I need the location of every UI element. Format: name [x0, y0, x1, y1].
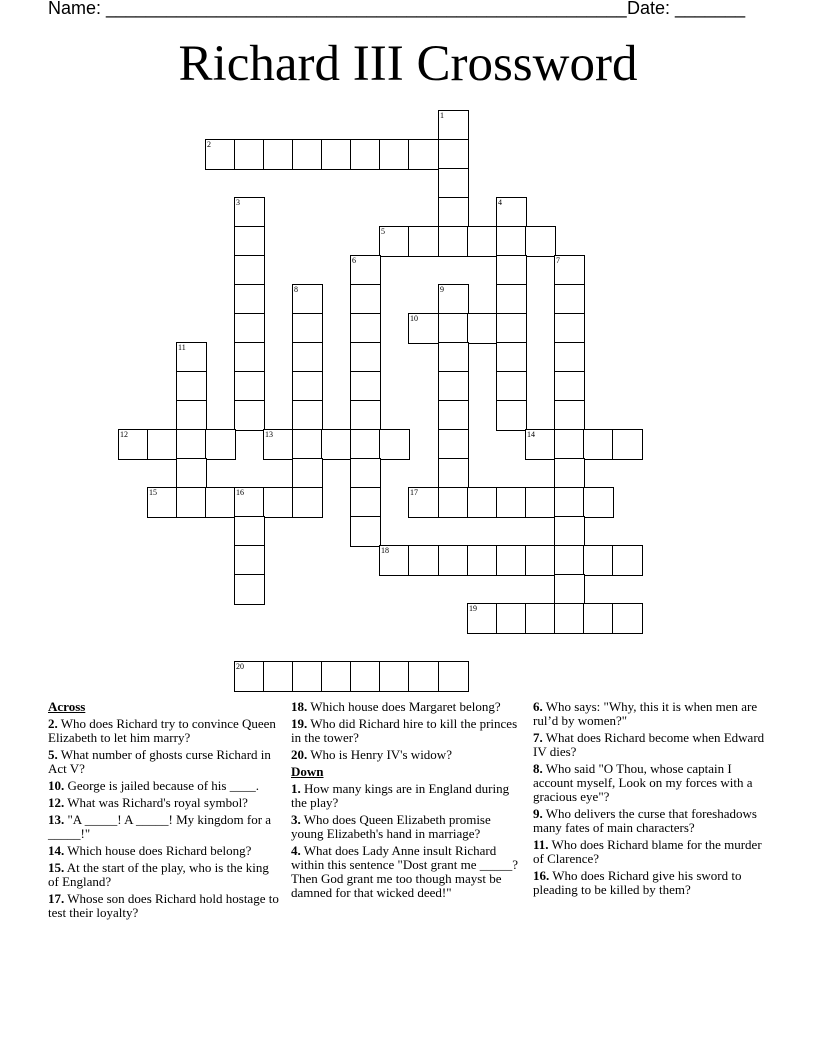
- grid-cell[interactable]: [350, 661, 381, 692]
- clue-number: 3: [236, 198, 240, 207]
- grid-cell[interactable]: [438, 400, 469, 431]
- grid-cell[interactable]: [408, 661, 439, 692]
- clue-number: 4: [498, 198, 502, 207]
- grid-cell[interactable]: [408, 545, 439, 576]
- grid-cell[interactable]: [379, 429, 410, 460]
- grid-cell[interactable]: [234, 400, 265, 431]
- clue-num: 18.: [291, 699, 308, 714]
- grid-cell[interactable]: [583, 545, 614, 576]
- clue-text: Who does Richard give his sword to pleading to be killed by them?: [533, 868, 742, 897]
- clue-item: [533, 807, 765, 835]
- grid-cell[interactable]: [292, 342, 323, 373]
- grid-cell[interactable]: [612, 545, 643, 576]
- grid-cell[interactable]: [350, 255, 381, 286]
- grid-cell[interactable]: [467, 226, 498, 257]
- clue-num: 2.: [48, 716, 58, 731]
- grid-cell[interactable]: [496, 255, 527, 286]
- grid-cell[interactable]: [379, 139, 410, 170]
- grid-cell[interactable]: [554, 545, 585, 576]
- clue-item: [291, 782, 523, 810]
- clue-number: 14: [527, 430, 535, 439]
- clue-text: What does Lady Anne insult Richard within this sentence "Dost grant me _____? Then God grant me too though mayst be damned for that wicked deed!": [291, 843, 518, 900]
- grid-cell[interactable]: [176, 458, 207, 489]
- clue-num: 10.: [48, 778, 65, 793]
- grid-cell[interactable]: [321, 139, 352, 170]
- clue-text: Which house does Margaret belong?: [307, 699, 501, 714]
- grid-cell[interactable]: [205, 139, 236, 170]
- grid-cell[interactable]: [554, 284, 585, 315]
- clue-item: [533, 869, 765, 897]
- clue-num: 16.: [533, 868, 550, 883]
- clue-item: [291, 813, 523, 841]
- grid-cell[interactable]: [612, 429, 643, 460]
- clue-num: 3.: [291, 812, 301, 827]
- grid-cell[interactable]: [408, 313, 439, 344]
- clue-text: Who did Richard hire to kill the princes in the tower?: [291, 716, 518, 745]
- clue-num: 8.: [533, 761, 543, 776]
- grid-cell[interactable]: [176, 371, 207, 402]
- grid-cell[interactable]: [496, 487, 527, 518]
- grid-cell[interactable]: [292, 313, 323, 344]
- clue-item: [533, 838, 765, 866]
- clue-text: Who does Richard blame for the murder of Clarence?: [533, 837, 762, 866]
- grid-cell[interactable]: [350, 139, 381, 170]
- clue-item: [48, 779, 280, 793]
- clue-text: What does Richard become when Edward IV dies?: [533, 730, 765, 759]
- grid-cell[interactable]: [234, 284, 265, 315]
- clues-column-3: [533, 700, 765, 900]
- grid-cell[interactable]: [292, 284, 323, 315]
- grid-cell[interactable]: [554, 400, 585, 431]
- grid-cell[interactable]: [438, 284, 469, 315]
- clue-item: [48, 717, 280, 745]
- clue-number: 11: [178, 343, 186, 352]
- clue-number: 17: [410, 488, 418, 497]
- grid-cell[interactable]: [234, 661, 265, 692]
- clue-number: 2: [207, 140, 211, 149]
- page-title: Richard III Crossword: [178, 36, 638, 92]
- grid-cell[interactable]: [554, 516, 585, 547]
- clue-num: 7.: [533, 730, 543, 745]
- clue-item: [291, 748, 523, 762]
- clue-text: Who said "O Thou, whose captain I account myself, Look on my forces with a gracious eye"?: [533, 761, 753, 804]
- clue-number: 18: [381, 546, 389, 555]
- clue-num: 19.: [291, 716, 308, 731]
- grid-cell[interactable]: [263, 487, 294, 518]
- grid-cell[interactable]: [234, 197, 265, 228]
- clue-number: 7: [556, 256, 560, 265]
- clue-text: Who does Queen Elizabeth promise young Elizabeth's hand in marriage?: [291, 812, 491, 841]
- grid-cell[interactable]: [350, 284, 381, 315]
- clue-item: [48, 892, 280, 920]
- grid-cell[interactable]: [496, 400, 527, 431]
- grid-cell[interactable]: [350, 516, 381, 547]
- grid-cell[interactable]: [612, 603, 643, 634]
- grid-cell[interactable]: [118, 429, 149, 460]
- grid-cell[interactable]: [583, 487, 614, 518]
- grid-cell[interactable]: [496, 603, 527, 634]
- name-field[interactable]: Name: ____________________________________________________: [48, 0, 627, 18]
- clue-num: 6.: [533, 699, 543, 714]
- grid-cell[interactable]: [554, 342, 585, 373]
- grid-cell[interactable]: [525, 429, 556, 460]
- clue-text: Whose son does Richard hold hostage to test their loyalty?: [48, 891, 279, 920]
- grid-cell[interactable]: [408, 139, 439, 170]
- grid-cell[interactable]: [525, 545, 556, 576]
- clue-item: [533, 731, 765, 759]
- grid-cell[interactable]: [147, 487, 178, 518]
- grid-cell[interactable]: [554, 487, 585, 518]
- clue-number: 20: [236, 662, 244, 671]
- clues-column-2: [291, 700, 523, 903]
- clue-text: How many kings are in England during the play?: [291, 781, 510, 810]
- grid-cell[interactable]: [350, 342, 381, 373]
- grid-cell[interactable]: [554, 603, 585, 634]
- grid-cell[interactable]: [205, 487, 236, 518]
- clue-number: 16: [236, 488, 244, 497]
- grid-cell[interactable]: [467, 487, 498, 518]
- grid-cell[interactable]: [438, 226, 469, 257]
- grid-cell[interactable]: [234, 487, 265, 518]
- grid-cell[interactable]: [438, 197, 469, 228]
- clue-text: At the start of the play, who is the king of England?: [48, 860, 269, 889]
- clue-item: [533, 762, 765, 804]
- grid-cell[interactable]: [234, 574, 265, 605]
- grid-cell[interactable]: [438, 139, 469, 170]
- clue-number: 6: [352, 256, 356, 265]
- grid-cell[interactable]: [438, 487, 469, 518]
- grid-cell[interactable]: [176, 487, 207, 518]
- grid-cell[interactable]: [263, 429, 294, 460]
- clue-num: 14.: [48, 843, 65, 858]
- clue-number: 5: [381, 227, 385, 236]
- grid-cell[interactable]: [234, 313, 265, 344]
- grid-cell[interactable]: [525, 603, 556, 634]
- across-clue-list-continued: [291, 700, 523, 762]
- clue-item: [48, 796, 280, 810]
- clue-num: 12.: [48, 795, 65, 810]
- grid-cell[interactable]: [438, 661, 469, 692]
- clue-item: [533, 700, 765, 728]
- grid-cell[interactable]: [408, 487, 439, 518]
- clue-item: [291, 700, 523, 714]
- grid-cell[interactable]: [234, 516, 265, 547]
- grid-cell[interactable]: [176, 429, 207, 460]
- clue-item: [48, 861, 280, 889]
- grid-cell[interactable]: [176, 400, 207, 431]
- clue-number: 12: [120, 430, 128, 439]
- clue-number: 1: [440, 111, 444, 120]
- grid-cell[interactable]: [554, 458, 585, 489]
- grid-cell[interactable]: [292, 429, 323, 460]
- clue-text: What number of ghosts curse Richard in Act V?: [48, 747, 271, 776]
- clue-number: 19: [469, 604, 477, 613]
- grid-cell[interactable]: [496, 226, 527, 257]
- clue-item: [48, 748, 280, 776]
- grid-cell[interactable]: [583, 603, 614, 634]
- grid-cell[interactable]: [234, 226, 265, 257]
- grid-cell[interactable]: [554, 255, 585, 286]
- grid-cell[interactable]: [438, 429, 469, 460]
- clue-num: 11.: [533, 837, 549, 852]
- grid-cell[interactable]: [234, 371, 265, 402]
- grid-cell[interactable]: [554, 429, 585, 460]
- grid-cell[interactable]: [496, 284, 527, 315]
- grid-cell[interactable]: [263, 661, 294, 692]
- clue-text: "A _____! A _____! My kingdom for a _____!": [48, 812, 272, 841]
- clue-num: 9.: [533, 806, 543, 821]
- grid-cell[interactable]: [176, 342, 207, 373]
- date-field[interactable]: Date: _______: [627, 0, 746, 18]
- grid-cell[interactable]: [438, 371, 469, 402]
- clue-num: 15.: [48, 860, 65, 875]
- grid-cell[interactable]: [438, 110, 469, 141]
- clue-item: [291, 717, 523, 745]
- clue-num: 1.: [291, 781, 301, 796]
- clue-item: [291, 844, 523, 900]
- clue-item: [48, 844, 280, 858]
- grid-cell[interactable]: [438, 545, 469, 576]
- grid-cell[interactable]: [496, 545, 527, 576]
- grid-cell[interactable]: [321, 661, 352, 692]
- grid-cell[interactable]: [438, 342, 469, 373]
- grid-cell[interactable]: [554, 371, 585, 402]
- grid-cell[interactable]: [263, 139, 294, 170]
- grid-cell[interactable]: [350, 429, 381, 460]
- clue-number: 9: [440, 285, 444, 294]
- grid-cell[interactable]: [292, 371, 323, 402]
- grid-cell[interactable]: [583, 429, 614, 460]
- clue-number: 8: [294, 285, 298, 294]
- clue-number: 15: [149, 488, 157, 497]
- clue-num: 5.: [48, 747, 58, 762]
- grid-cell[interactable]: [379, 545, 410, 576]
- grid-cell[interactable]: [234, 139, 265, 170]
- grid-cell[interactable]: [496, 371, 527, 402]
- grid-cell[interactable]: [321, 429, 352, 460]
- grid-cell[interactable]: [496, 313, 527, 344]
- grid-cell[interactable]: [350, 458, 381, 489]
- grid-cell[interactable]: [292, 487, 323, 518]
- clue-text: Who says: "Why, this it is when men are rul’d by women?": [533, 699, 758, 728]
- grid-cell[interactable]: [350, 487, 381, 518]
- grid-cell[interactable]: [205, 429, 236, 460]
- clue-number: 10: [410, 314, 418, 323]
- grid-cell[interactable]: [350, 400, 381, 431]
- grid-cell[interactable]: [350, 371, 381, 402]
- grid-cell[interactable]: [234, 545, 265, 576]
- grid-cell[interactable]: [525, 487, 556, 518]
- grid-cell[interactable]: [554, 313, 585, 344]
- down-clue-list-continued: [533, 700, 765, 897]
- down-heading: Down: [291, 764, 324, 779]
- grid-cell[interactable]: [438, 458, 469, 489]
- clue-text: Who delivers the curse that foreshadows many fates of main characters?: [533, 806, 757, 835]
- grid-cell[interactable]: [379, 226, 410, 257]
- grid-cell[interactable]: [438, 313, 469, 344]
- clues-column-1: [48, 700, 280, 923]
- grid-cell[interactable]: [467, 313, 498, 344]
- clue-num: 13.: [48, 812, 65, 827]
- across-heading: Across: [48, 699, 86, 714]
- grid-cell[interactable]: [525, 226, 556, 257]
- grid-cell[interactable]: [292, 400, 323, 431]
- clue-item: [48, 813, 280, 841]
- grid-cell[interactable]: [234, 255, 265, 286]
- across-clue-list: [48, 717, 280, 920]
- grid-cell[interactable]: [438, 168, 469, 199]
- clue-text: Who does Richard try to convince Queen Elizabeth to let him marry?: [48, 716, 276, 745]
- grid-cell[interactable]: [467, 545, 498, 576]
- clue-num: 17.: [48, 891, 65, 906]
- grid-cell[interactable]: [467, 603, 498, 634]
- clue-text: Who is Henry IV's widow?: [307, 747, 452, 762]
- clue-text: George is jailed because of his ____.: [64, 778, 259, 793]
- grid-cell[interactable]: [408, 226, 439, 257]
- clue-num: 4.: [291, 843, 301, 858]
- grid-cell[interactable]: [147, 429, 178, 460]
- clue-text: What was Richard's royal symbol?: [64, 795, 248, 810]
- grid-cell[interactable]: [234, 342, 265, 373]
- clue-num: 20.: [291, 747, 308, 762]
- grid-cell[interactable]: [554, 574, 585, 605]
- grid-cell[interactable]: [292, 661, 323, 692]
- clue-text: Which house does Richard belong?: [64, 843, 252, 858]
- down-clue-list: [291, 782, 523, 900]
- grid-cell[interactable]: [292, 458, 323, 489]
- clue-number: 13: [265, 430, 273, 439]
- grid-cell[interactable]: [496, 342, 527, 373]
- grid-cell[interactable]: [496, 197, 527, 228]
- grid-cell[interactable]: [292, 139, 323, 170]
- grid-cell[interactable]: [350, 313, 381, 344]
- grid-cell[interactable]: [379, 661, 410, 692]
